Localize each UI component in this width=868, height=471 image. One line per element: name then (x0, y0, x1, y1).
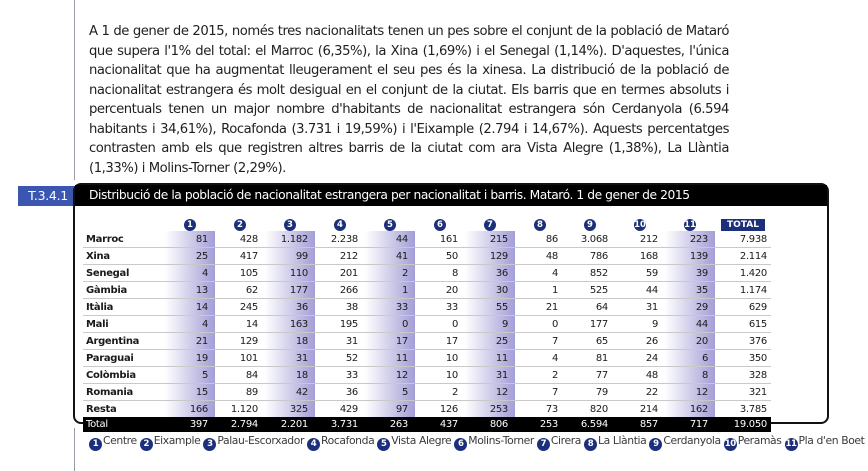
table-cell: 105 (215, 265, 265, 282)
table-cell: 52 (315, 350, 365, 367)
totals-cell: 806 (465, 417, 515, 432)
table-cell: 44 (365, 231, 415, 248)
table-cell: 7 (515, 384, 565, 401)
table-cell: 48 (515, 248, 565, 265)
table-cell: 17 (415, 333, 465, 350)
district-number-badge: 10 (634, 220, 646, 230)
legend-item (537, 434, 581, 447)
row-label: Gàmbia (83, 282, 165, 299)
table-row (83, 265, 771, 282)
row-total-cell: 376 (715, 333, 771, 350)
table-cell: 3.068 (565, 231, 615, 248)
district-number-badge: 1 (89, 438, 102, 451)
table-cell: 8 (665, 367, 715, 384)
district-number-badge: 5 (384, 219, 396, 231)
table-cell: 820 (589, 403, 608, 415)
table-cell: 429 (339, 403, 358, 415)
table-panel (73, 183, 829, 430)
table-cell: 84 (215, 367, 265, 384)
totals-label: Total (83, 417, 165, 432)
table-row (83, 367, 771, 384)
table-cell: 10 (415, 350, 465, 367)
table-cell: 39 (665, 265, 715, 282)
row-label: Resta (86, 403, 117, 415)
district-number-badge: 8 (584, 438, 597, 451)
table-cell: 129 (215, 333, 265, 350)
table-cell: 168 (615, 248, 665, 265)
row-total-cell: 1.420 (715, 265, 771, 282)
table-cell: 44 (665, 316, 715, 333)
table-cell: 253 (465, 401, 515, 418)
table-row (83, 282, 771, 299)
margin-rule-bottom (74, 428, 75, 471)
table-cell: 36 (265, 299, 315, 316)
table-cell: 33 (365, 299, 415, 316)
district-number-badge: 11 (785, 439, 797, 449)
table-cell: 89 (215, 384, 265, 401)
col-header-6 (415, 212, 465, 231)
table-cell: 163 (265, 316, 315, 333)
table-cell: 86 (515, 231, 565, 248)
district-number-badge: 8 (534, 219, 546, 231)
table-cell: 245 (215, 299, 265, 316)
totals-cell: 2.794 (215, 417, 265, 432)
table-cell: 42 (265, 384, 315, 401)
legend-label: Cirera (550, 434, 581, 447)
table-cell: 2.238 (315, 231, 365, 248)
table-cell: 44 (615, 282, 665, 299)
row-label: Mali (83, 316, 165, 333)
table-cell: 31 (465, 367, 515, 384)
legend-label: Eixample (153, 434, 201, 447)
col-header-7 (465, 212, 515, 231)
table-cell: 29 (665, 299, 715, 316)
table-cell: 26 (615, 333, 665, 350)
district-number-badge: 7 (537, 438, 550, 451)
table-cell: 18 (265, 333, 315, 350)
table-cell: 166 (165, 401, 215, 418)
table-cell: 177 (565, 316, 615, 333)
totals-cell: 717 (665, 417, 715, 432)
table-cell: 31 (615, 299, 665, 316)
table-cell: 15 (165, 384, 215, 401)
totals-cell: 2.201 (265, 417, 315, 432)
district-number-badge: 3 (284, 219, 296, 231)
row-total-cell: 615 (715, 316, 771, 333)
table-cell: 4 (165, 316, 215, 333)
district-number-badge: 4 (307, 438, 320, 451)
totals-row (83, 417, 771, 432)
table-cell: 20 (415, 282, 465, 299)
grand-total-cell: 19.050 (715, 417, 771, 432)
table-cell: 31 (315, 333, 365, 350)
table-cell: 7 (515, 333, 565, 350)
district-number-badge: 2 (234, 219, 246, 231)
table-cell: 129 (465, 248, 515, 265)
table-title: Distribució de la població de nacionalitat estrangera per nacionalitat i barris. Mataró. 1 de gener de 2015 (75, 185, 827, 206)
legend-label: Vista Alegre (391, 434, 452, 447)
table-cell: 81 (565, 350, 615, 367)
table-row (83, 316, 771, 333)
table-cell: 31 (265, 350, 315, 367)
district-number-badge: 6 (454, 438, 467, 451)
totals-cell: 397 (165, 417, 215, 432)
table-cell: 177 (265, 282, 315, 299)
legend-item (89, 434, 137, 447)
table-cell: 852 (565, 265, 615, 282)
legend-label: Pla d'en Boet (798, 434, 865, 447)
table-cell: 9 (615, 316, 665, 333)
col-header-11 (665, 212, 715, 231)
table-cell: 1 (365, 282, 415, 299)
district-number-badge: 2 (140, 438, 153, 451)
table-cell: 25 (465, 333, 515, 350)
table-cell: 4 (515, 265, 565, 282)
table-cell: 11 (365, 350, 415, 367)
table-row (83, 350, 771, 367)
row-label: Senegal (83, 265, 165, 282)
table-cell: 2 (415, 384, 465, 401)
table-cell: 162 (665, 401, 715, 418)
row-label: Paraguai (83, 350, 165, 367)
table-cell: 223 (665, 231, 715, 248)
table-cell: 20 (665, 333, 715, 350)
table-cell: 50 (415, 248, 465, 265)
table-cell: 12 (365, 367, 415, 384)
table-cell: 33 (415, 299, 465, 316)
table-cell: 11 (465, 350, 515, 367)
table-row (83, 248, 771, 265)
col-header-10 (615, 212, 665, 231)
table-cell: 4 (515, 350, 565, 367)
table-cell: 17 (365, 333, 415, 350)
table-cell: 0 (365, 316, 415, 333)
table-cell: 14 (165, 299, 215, 316)
table-cell: 201 (315, 265, 365, 282)
table-cell: 62 (215, 282, 265, 299)
district-legend (89, 434, 868, 451)
intro-paragraph: A 1 de gener de 2015, només tres nacionalitats tenen un pes sobre el conjunt de la població de Mataró que supera l'1% del total: el Marroc (6,35%), la Xina (1,69%) i el Senegal (1,14%). D'aquestes, l'única nacionalitat que ha augmentat lleugerament el seu pes és la xinesa. La distribució de la població de nacionalitat estrangera és molt desigual en el conjunt de la ciutat. Els barris que en termes absoluts i percentuals tenen un major nombre d'habitants de nacionalitat estrangera són Cerdanyola (6.594 habitants i 34,61%), Rocafonda (3.731 i 19,59%) i l'Eixample (2.794 i 14,67%). Aquests percentatges contrasten amb els que registren altres barris de la ciutat com ara Vista Alegre (1,38%), La Llàntia (1,33%) i Molins-Torner (2,29%). (89, 24, 729, 176)
table-cell: 36 (465, 265, 515, 282)
table-cell: 24 (615, 350, 665, 367)
totals-cell: 3.731 (315, 417, 365, 432)
district-number-badge: 6 (434, 219, 446, 231)
totals-cell: 263 (365, 417, 415, 432)
legend-label: Peramàs (737, 434, 782, 447)
table-cell: 38 (315, 299, 365, 316)
table-row (83, 333, 771, 350)
table-cell: 77 (565, 367, 615, 384)
district-number-badge: 10 (724, 439, 736, 449)
table-row (83, 299, 771, 316)
district-number-badge: 11 (684, 220, 696, 230)
totals-cell: 437 (415, 417, 465, 432)
table-cell: 5 (365, 384, 415, 401)
district-number-badge: 1 (184, 219, 196, 231)
table-cell: 212 (615, 231, 665, 248)
table-cell: 525 (565, 282, 615, 299)
table-cell: 64 (565, 299, 615, 316)
col-header-3 (265, 212, 315, 231)
legend-label: Cerdanyola (663, 434, 721, 447)
legend-item (584, 434, 646, 447)
col-header-1 (165, 212, 215, 231)
legend-label: La Llàntia (597, 434, 647, 447)
table-cell: 97 (365, 401, 415, 418)
table-cell: 9 (465, 316, 515, 333)
table-cell: 18 (265, 367, 315, 384)
table-cell: 12 (665, 384, 715, 401)
margin-rule (74, 0, 75, 180)
legend-label: Molins-Torner (468, 434, 534, 447)
table-cell: 19 (165, 350, 215, 367)
table-cell: 14 (215, 316, 265, 333)
table-row (83, 401, 771, 418)
legend-item (785, 434, 865, 447)
table-cell: 55 (465, 299, 515, 316)
row-label: Romania (83, 384, 165, 401)
row-total-cell: 350 (715, 350, 771, 367)
legend-item (724, 434, 782, 447)
col-header-9 (565, 212, 615, 231)
row-label: Argentina (83, 333, 165, 350)
district-number-badge: 7 (484, 219, 496, 231)
table-cell: 214 (639, 403, 658, 415)
totals-cell: 6.594 (565, 417, 615, 432)
table-cell: 22 (615, 384, 665, 401)
table-cell: 41 (365, 248, 415, 265)
table-cell: 101 (215, 350, 265, 367)
table-cell: 13 (165, 282, 215, 299)
col-header-4 (315, 212, 365, 231)
table-cell: 79 (565, 384, 615, 401)
legend-item (377, 434, 451, 447)
table-cell: 266 (315, 282, 365, 299)
table-number-tag: T.3.4.1 (18, 186, 78, 206)
row-total-cell: 3.785 (739, 403, 767, 415)
nationality-table (83, 212, 771, 432)
table-cell: 215 (465, 231, 515, 248)
legend-label: Palau-Escorxador (217, 434, 304, 447)
table-cell: 81 (165, 231, 215, 248)
table-cell: 25 (165, 248, 215, 265)
table-cell: 48 (615, 367, 665, 384)
header-blank (83, 212, 165, 231)
table-cell: 6 (665, 350, 715, 367)
table-cell: 161 (415, 231, 465, 248)
table-cell: 30 (465, 282, 515, 299)
table-cell: 126 (439, 403, 458, 415)
totals-cell: 253 (515, 417, 565, 432)
row-total-cell: 1.174 (715, 282, 771, 299)
table-cell: 417 (215, 248, 265, 265)
header-row (83, 212, 771, 231)
table-cell: 212 (315, 248, 365, 265)
table-cell: 195 (315, 316, 365, 333)
district-number-badge: 5 (377, 438, 390, 451)
table-cell: 786 (565, 248, 615, 265)
table-cell: 10 (415, 367, 465, 384)
table-cell: 1 (515, 282, 565, 299)
table-cell: 35 (665, 282, 715, 299)
row-label: Xina (83, 248, 165, 265)
legend-item (649, 434, 720, 447)
district-number-badge: 4 (334, 219, 346, 231)
row-total-cell: 2.114 (715, 248, 771, 265)
row-label: Marroc (83, 231, 165, 248)
table-row (83, 384, 771, 401)
district-number-badge: 9 (649, 438, 662, 451)
table-cell: 1.182 (265, 231, 315, 248)
legend-item (203, 434, 304, 447)
col-header-8 (515, 212, 565, 231)
district-number-badge: 3 (203, 438, 216, 451)
table-cell: 1.120 (230, 403, 258, 415)
row-label: Itàlia (83, 299, 165, 316)
row-label: Colòmbia (83, 367, 165, 384)
table-cell: 0 (515, 316, 565, 333)
total-header-badge: TOTAL (721, 219, 765, 231)
col-header-2 (215, 212, 265, 231)
totals-cell: 857 (615, 417, 665, 432)
legend-item (307, 434, 374, 447)
table-cell: 36 (315, 384, 365, 401)
row-total-cell: 7.938 (715, 231, 771, 248)
legend-label: Centre (103, 434, 137, 447)
table-cell: 2 (365, 265, 415, 282)
table-cell: 8 (415, 265, 465, 282)
col-header-total (715, 212, 771, 231)
row-total-cell: 629 (715, 299, 771, 316)
table-cell: 99 (265, 248, 315, 265)
table-cell: 21 (165, 333, 215, 350)
table-cell: 73 (545, 403, 558, 415)
table-cell: 139 (665, 248, 715, 265)
table-cell: 0 (415, 316, 465, 333)
table-cell: 428 (215, 231, 265, 248)
table-cell: 4 (165, 265, 215, 282)
district-number-badge: 9 (584, 219, 596, 231)
row-total-cell: 321 (715, 384, 771, 401)
col-header-5 (365, 212, 415, 231)
row-total-cell: 328 (715, 367, 771, 384)
table-cell: 325 (265, 401, 315, 418)
table-cell: 65 (565, 333, 615, 350)
table-cell: 110 (265, 265, 315, 282)
table-cell: 5 (165, 367, 215, 384)
legend-item (454, 434, 534, 447)
table-cell: 12 (465, 384, 515, 401)
table-row (83, 231, 771, 248)
table-cell: 59 (615, 265, 665, 282)
table-cell: 2 (515, 367, 565, 384)
legend-item (140, 434, 201, 447)
legend-label: Rocafonda (321, 434, 375, 447)
table-cell: 33 (315, 367, 365, 384)
table-cell: 21 (515, 299, 565, 316)
